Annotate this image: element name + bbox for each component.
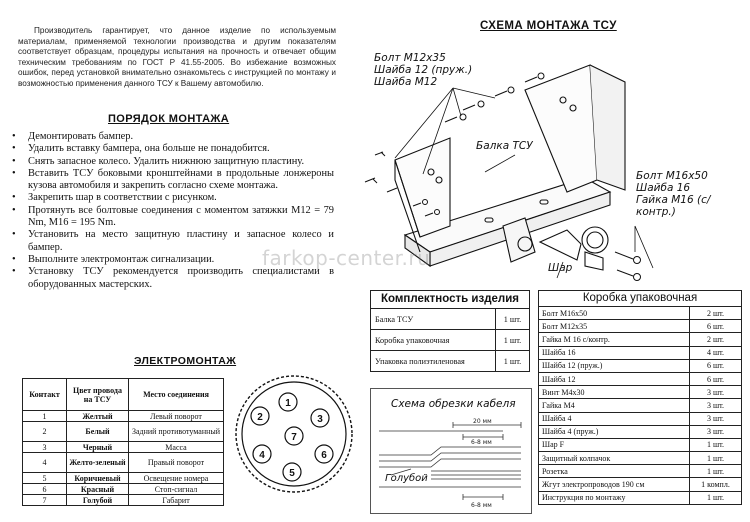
table-row: [539, 491, 742, 504]
table-cell: Коробка упаковочная: [371, 330, 496, 351]
table-row: [23, 442, 224, 453]
table-cell: 6 шт.: [690, 372, 742, 385]
table-row: [539, 412, 742, 425]
table-row: [539, 425, 742, 438]
table-cell: 3 шт.: [690, 425, 742, 438]
table-cell: Задний противотуманный: [129, 422, 224, 442]
box-contents-table: [538, 290, 742, 505]
table-cell: Габарит: [129, 495, 224, 506]
table-row: [23, 484, 224, 495]
table-row: [23, 422, 224, 442]
table-row: [539, 372, 742, 385]
callout-line: Шайба 16: [636, 182, 691, 194]
table-cell: Шайба 12 (пруж.): [539, 359, 690, 372]
table-row: [371, 309, 530, 330]
table-cell: Винт М4х30: [539, 386, 690, 399]
table-cell: 2 шт.: [690, 307, 742, 320]
table-cell: 1 шт.: [496, 330, 530, 351]
electro-heading: ЭЛЕКТРОМОНТАЖ: [134, 355, 237, 367]
table-cell: 3 шт.: [690, 386, 742, 399]
pin-label: 2: [257, 412, 263, 423]
pin-label: 3: [317, 414, 323, 425]
table-cell: Освещение номера: [129, 473, 224, 484]
table-cell: 1 шт.: [496, 351, 530, 372]
pin-label: 5: [289, 468, 295, 479]
table-cell: Белый: [67, 422, 129, 442]
step-item: • Удалить вставку бампера, она больше не понадобится.: [8, 143, 334, 155]
table-cell: Балка ТСУ: [371, 309, 496, 330]
table-cell: 3: [23, 442, 67, 453]
table-cell: Голубой: [67, 495, 129, 506]
pin-label: 1: [285, 398, 291, 409]
column-header: Цвет провода на ТСУ: [67, 379, 129, 411]
callout-ball: Шар: [548, 262, 573, 274]
table-cell: 4 шт.: [690, 346, 742, 359]
table-cell: 6 шт.: [690, 320, 742, 333]
table-cell: 1 шт.: [690, 465, 742, 478]
table-cell: Инструкция по монтажу: [539, 491, 690, 504]
table-cell: 1 шт.: [690, 438, 742, 451]
table-cell: Масса: [129, 442, 224, 453]
step-item: • Снять запасное колесо. Удалить нижнюю защитную пластину.: [8, 156, 334, 168]
table-row: [539, 333, 742, 346]
table-cell: 1 шт.: [496, 309, 530, 330]
table-cell: 1 шт.: [690, 452, 742, 465]
step-item: • Установить на место защитную пластину и запасное колесо и бампер.: [8, 229, 334, 254]
table-row: [23, 473, 224, 484]
step-item: • Выполните электромонтаж сигнализации.: [8, 254, 334, 266]
table-cell: 6: [23, 484, 67, 495]
table-cell: 3 шт.: [690, 399, 742, 412]
table-cell: Шайба 4: [539, 412, 690, 425]
table-row: [23, 453, 224, 473]
cable-dim-top: 20 мм: [473, 418, 492, 425]
table-cell: 1 шт.: [690, 491, 742, 504]
cable-dim-mid: 6-8 мм: [471, 439, 492, 446]
cable-dim-bottom: 6-8 мм: [471, 502, 492, 509]
pin-label: 4: [259, 450, 265, 461]
table-cell: Шайба 12: [539, 372, 690, 385]
callout-line: Болт М12х35: [374, 52, 446, 64]
kit-table-title: Комплектность изделия: [370, 290, 530, 308]
pin-label: 6: [321, 450, 327, 461]
table-row: [539, 346, 742, 359]
table-row: [539, 359, 742, 372]
table-row: [539, 465, 742, 478]
cable-scheme-title: Схема обрезки кабеля: [391, 398, 516, 410]
step-item: • Демонтировать бампер.: [8, 131, 334, 143]
table-cell: 5: [23, 473, 67, 484]
step-item: • Протянуть все болтовые соединения с моментом затяжки М12 = 79 Nm, М16 = 195 Nm.: [8, 205, 334, 230]
step-item: • Вставить ТСУ боковыми кронштейнами в продольные лонжероны кузова автомобиля и закрепить согласно схеме монтажа.: [8, 168, 334, 193]
table-cell: Желто-зеленый: [67, 453, 129, 473]
step-item: • Установку ТСУ рекомендуется производить специалистами в оборудованных мастерских.: [8, 266, 334, 291]
table-row: [371, 330, 530, 351]
table-cell: Черный: [67, 442, 129, 453]
table-cell: Коричневый: [67, 473, 129, 484]
callout-line: Гайка М16 (с/ контр.): [636, 194, 711, 218]
table-row: [23, 411, 224, 422]
callout-line: Болт М16х50: [636, 170, 708, 182]
table-cell: 4: [23, 453, 67, 473]
table-row: [23, 495, 224, 506]
table-cell: 1 компл.: [690, 478, 742, 491]
watermark: farkop-center.ru: [262, 246, 431, 270]
table-cell: 2 шт.: [690, 333, 742, 346]
table-cell: 3 шт.: [690, 412, 742, 425]
table-cell: Болт М12х35: [539, 320, 690, 333]
table-cell: Шар F: [539, 438, 690, 451]
column-header: Место соединения: [129, 379, 224, 411]
socket-connector-diagram: [232, 372, 356, 496]
table-row: [539, 307, 742, 320]
table-cell: Гайка М 16 с/контр.: [539, 333, 690, 346]
table-cell: Стоп-сигнал: [129, 484, 224, 495]
pin-label: 7: [291, 432, 297, 443]
step-item: • Закрепить шар в соответствии с рисунком.: [8, 192, 334, 204]
scheme-heading: СХЕМА МОНТАЖА ТСУ: [480, 20, 617, 32]
box-table-title: Коробка упаковочная: [538, 290, 742, 306]
table-row: [539, 320, 742, 333]
cable-wire-label: Голубой: [385, 473, 428, 484]
table-cell: Левый поворот: [129, 411, 224, 422]
table-cell: Болт М16х50: [539, 307, 690, 320]
callout-beam: Балка ТСУ: [476, 140, 533, 152]
callout-top-fasteners: [374, 52, 472, 88]
table-row: [371, 351, 530, 372]
mount-heading: ПОРЯДОК МОНТАЖА: [108, 113, 230, 125]
table-cell: 7: [23, 495, 67, 506]
table-cell: Желтый: [67, 411, 129, 422]
electro-table: [22, 378, 224, 506]
table-cell: 6 шт.: [690, 359, 742, 372]
table-cell: Упаковка полиэтиленовая: [371, 351, 496, 372]
table-row: [539, 452, 742, 465]
table-cell: Красный: [67, 484, 129, 495]
table-cell: Гайка М4: [539, 399, 690, 412]
table-cell: 2: [23, 422, 67, 442]
table-row: [539, 386, 742, 399]
table-cell: Шайба 4 (пруж.): [539, 425, 690, 438]
table-row: [539, 399, 742, 412]
callout-right-fasteners: [636, 170, 750, 218]
cable-trim-scheme: [370, 388, 532, 514]
table-row: [539, 438, 742, 451]
callout-line: Шайба 12 (пруж.): [374, 64, 473, 76]
table-cell: 1: [23, 411, 67, 422]
table-cell: Правый поворот: [129, 453, 224, 473]
callout-line: Шайба М12: [374, 76, 438, 88]
kit-table: [370, 290, 530, 372]
table-cell: Жгут электропроводов 190 см: [539, 478, 690, 491]
intro-text: Производитель гарантирует, что данное изделие по используемым материалам, применяемой технологии производства и другим показателям соответствует образцам, процедуры испытания на прочность и отвечает общим техническим требованиям по ГОСТ Р 41.55-2005. Во избежание возможных ошибок, перед установкой внимательно ознакомьтесь с инструкцией по монтажу и возможностью применения данного ТСУ к Вашему автомобилю.: [18, 26, 336, 88]
table-cell: Розетка: [539, 465, 690, 478]
table-cell: Защитный колпачок: [539, 452, 690, 465]
table-cell: Шайба 16: [539, 346, 690, 359]
table-row: [539, 478, 742, 491]
column-header: Контакт: [23, 379, 67, 411]
